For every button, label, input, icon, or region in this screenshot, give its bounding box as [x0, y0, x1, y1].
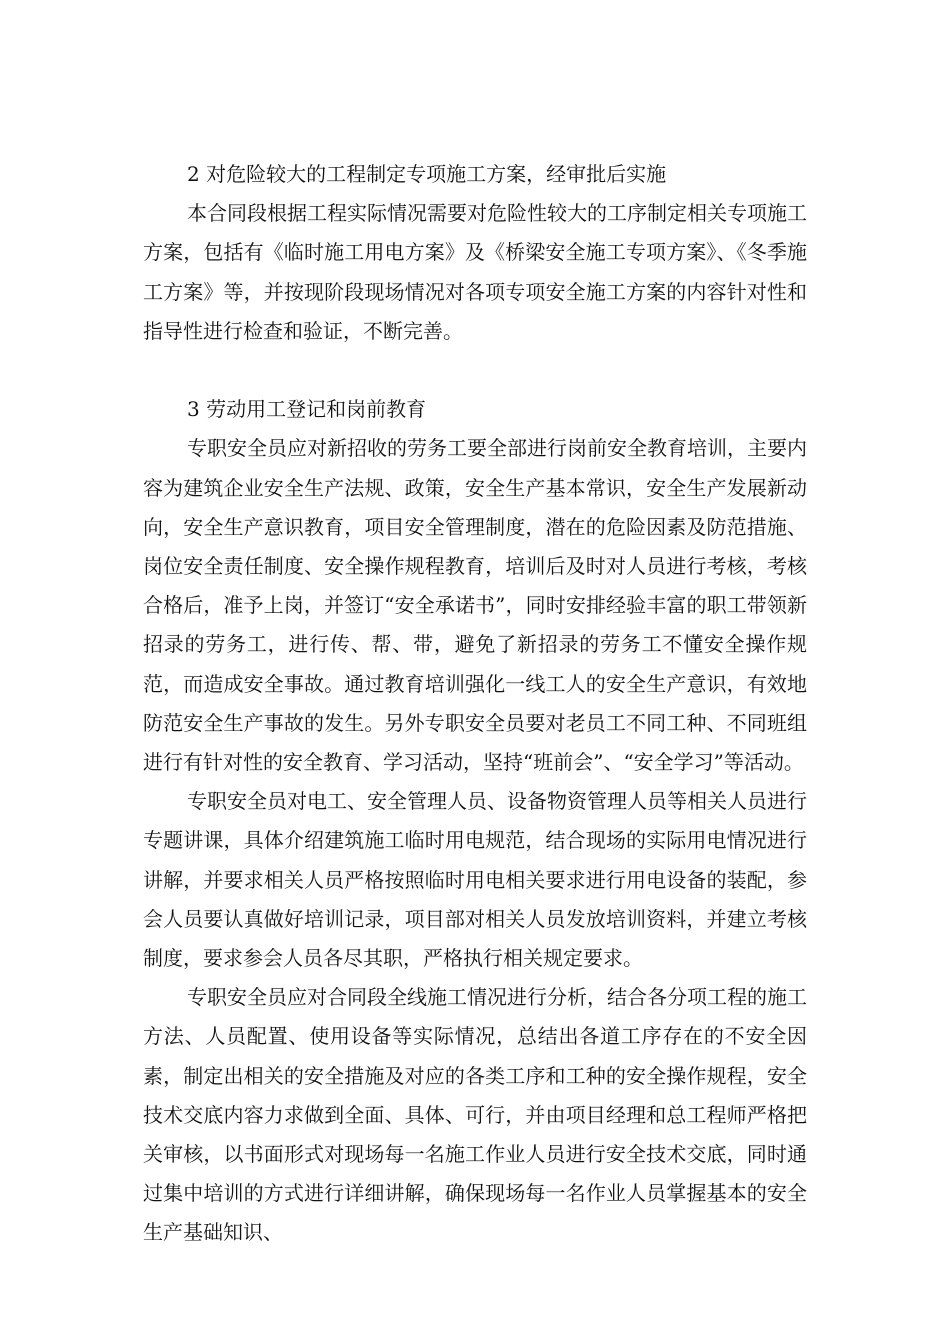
- document-body: [143, 155, 807, 1253]
- section-spacer: [143, 351, 807, 390]
- section-heading: 3 劳动用工登记和岗前教育: [187, 397, 427, 422]
- paragraph: 专职安全员对电工、安全管理人员、设备物资管理人员等相关人员进行专题讲课，具体介绍建筑施工临时用电规范，结合现场的实际用电情况进行讲解，并要求相关人员严格按照临时用电相关要求进行用电设备的装配，参会人员要认真做好培训记录，项目部对相关人员发放培训资料，并建立考核制度，要求参会人员各尽其职，严格执行相关规定要求。: [143, 789, 807, 971]
- paragraph: 专职安全员应对新招收的劳务工要全部进行岗前安全教育培训，主要内容为建筑企业安全生产法规、政策，安全生产基本常识，安全生产发展新动向，安全生产意识教育，项目安全管理制度，潜在的危险因素及防范措施、岗位安全责任制度、安全操作规程教育，培训后及时对人员进行考核，考核合格后，准予上岗，并签订“安全承诺书”，同时安排经验丰富的职工带领新招录的劳务工，进行传、帮、带，避免了新招录的劳务工不懂安全操作规范，而造成安全事故。通过教育培训强化一线工人的安全生产意识，有效地防范安全生产事故的发生。另外专职安全员要对老员工不同工种、不同班组进行有针对性的安全教育、学习活动，坚持“班前会”、“安全学习”等活动。: [143, 436, 807, 775]
- section-heading: 2 对危险较大的工程制定专项施工方案，经审批后实施: [187, 162, 667, 186]
- paragraph: 本合同段根据工程实际情况需要对危险性较大的工序制定相关专项施工方案，包括有《临时施工用电方案》及《桥梁安全施工专项方案》、《冬季施工方案》等，并按现阶段现场情况对各项专项安全施工方案的内容针对性和指导性进行检查和验证，不断完善。: [143, 201, 807, 343]
- paragraph: 专职安全员应对合同段全线施工情况进行分析，结合各分项工程的施工方法、人员配置、使用设备等实际情况，总结出各道工序存在的不安全因素，制定出相关的安全措施及对应的各类工序和工种的安全操作规程，安全技术交底内容力求做到全面、具体、可行，并由项目经理和总工程师严格把关审核，以书面形式对现场每一名施工作业人员进行安全技术交底，同时通过集中培训的方式进行详细讲解，确保现场每一名作业人员掌握基本的安全生产基础知识、: [143, 985, 807, 1245]
